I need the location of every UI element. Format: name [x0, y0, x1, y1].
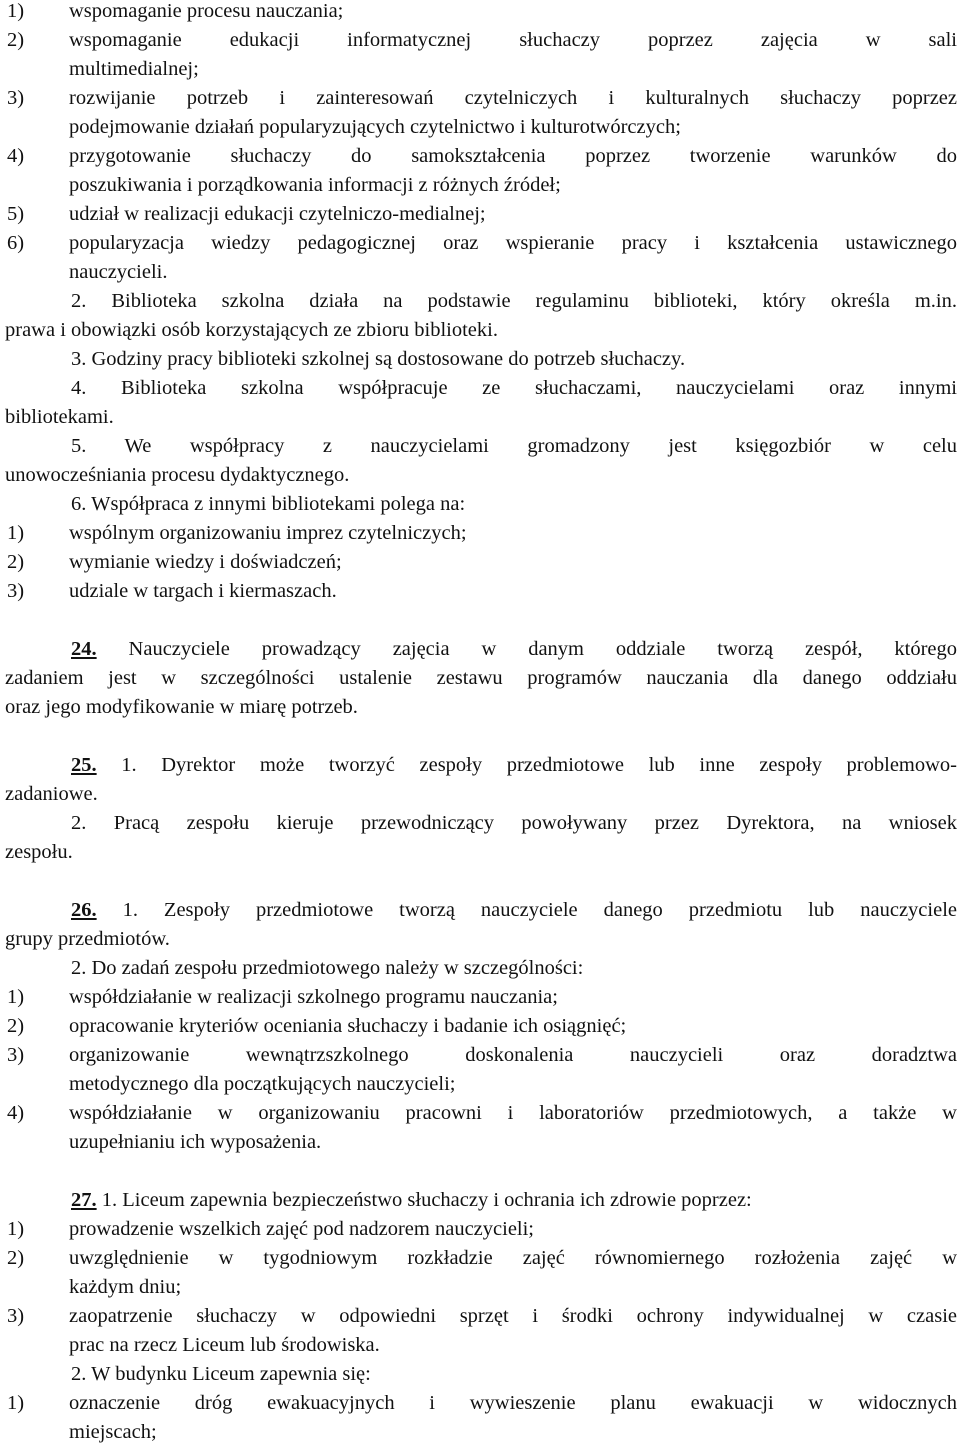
section-text: 1. Zespoły przedmiotowe tworzą nauczyciele danego przedmiotu lub nauczyciele	[122, 899, 957, 921]
section-number: 26.	[71, 899, 97, 921]
list-number: 1)	[7, 986, 25, 1008]
list-item	[0, 1099, 960, 1128]
list-number: 1)	[7, 1218, 25, 1240]
text-line	[0, 374, 960, 403]
section-26	[0, 896, 960, 925]
text-line	[0, 403, 960, 432]
section-text: 1. Liceum zapewnia bezpieczeństwo słuchaczy i ochrania ich zdrowie poprzez:	[101, 1189, 752, 1211]
list-text-continuation: uzupełnianiu ich wyposażenia.	[69, 1131, 322, 1153]
list-number: 3)	[7, 87, 25, 109]
text-line	[0, 1418, 960, 1447]
list-text: współdziałanie w realizacji szkolnego programu nauczania;	[69, 986, 558, 1008]
list-item	[0, 26, 960, 55]
spacer	[0, 1157, 960, 1186]
text-line	[0, 258, 960, 287]
list-number: 1)	[7, 522, 25, 544]
list-item	[0, 1302, 960, 1331]
list-number: 4)	[7, 1102, 25, 1124]
text-line	[0, 838, 960, 867]
list-item	[0, 983, 960, 1012]
section-number: 27.	[71, 1189, 97, 1211]
paragraph-start: 2. W budynku Liceum zapewnia się:	[71, 1363, 371, 1385]
text-line	[0, 693, 960, 722]
list-text-continuation: każdym dniu;	[69, 1276, 182, 1298]
list-text: przygotowanie słuchaczy do samokształcenia poprzez tworzenie warunków do	[69, 145, 957, 167]
text-line	[0, 432, 960, 461]
paragraph-continuation: prawa i obowiązki osób korzystających ze zbioru biblioteki.	[5, 319, 498, 341]
list-text-continuation: podejmowanie działań popularyzujących czytelnictwo i kulturotwórczych;	[69, 116, 681, 138]
paragraph-start: 2. Biblioteka szkolna działa na podstawie regulaminu biblioteki, który określa m.in.	[71, 290, 957, 312]
paragraph-start: 2. Pracą zespołu kieruje przewodniczący powoływany przez Dyrektora, na wniosek	[71, 812, 957, 834]
list-number: 2)	[7, 1015, 25, 1037]
text-line	[0, 1070, 960, 1099]
paragraph-continuation: bibliotekami.	[5, 406, 114, 428]
section-24	[0, 635, 960, 664]
text-line	[0, 171, 960, 200]
list-number: 3)	[7, 1305, 25, 1327]
text-line	[0, 664, 960, 693]
section-number: 25.	[71, 754, 97, 776]
list-text: organizowanie wewnątrzszkolnego doskonalenia nauczycieli oraz doradztwa	[69, 1044, 957, 1066]
list-text-continuation: prac na rzecz Liceum lub środowiska.	[69, 1334, 380, 1356]
section-first-line	[71, 896, 957, 925]
list-item	[0, 0, 960, 26]
paragraph-continuation: zadaniowe.	[5, 783, 98, 805]
text-line	[0, 55, 960, 84]
text-line	[0, 954, 960, 983]
list-text-continuation: multimedialnej;	[69, 58, 199, 80]
list-text-continuation: nauczycieli.	[69, 261, 168, 283]
section-text: Nauczyciele prowadzący zajęcia w danym oddziale tworzą zespół, którego	[128, 638, 957, 660]
text-line	[0, 316, 960, 345]
paragraph-continuation: oraz jego modyfikowanie w miarę potrzeb.	[5, 696, 358, 718]
list-item	[0, 1041, 960, 1070]
list-text: oznaczenie dróg ewakuacyjnych i wywieszenie planu ewakuacji w widocznych	[69, 1392, 957, 1414]
list-text: prowadzenie wszelkich zajęć pod nadzorem nauczycieli;	[69, 1218, 535, 1240]
text-line	[0, 925, 960, 954]
paragraph-continuation: grupy przedmiotów.	[5, 928, 170, 950]
list-number: 2)	[7, 1247, 25, 1269]
list-item	[0, 548, 960, 577]
section-first-line	[71, 751, 957, 780]
list-number: 3)	[7, 580, 25, 602]
spacer	[0, 722, 960, 751]
list-number: 3)	[7, 1044, 25, 1066]
list-text: popularyzacja wiedzy pedagogicznej oraz wspieranie pracy i kształcenia ustawicznego	[69, 232, 957, 254]
text-line	[0, 461, 960, 490]
paragraph-start: 5. We współpracy z nauczycielami gromadzony jest księgozbiór w celu	[71, 435, 957, 457]
list-item	[0, 1389, 960, 1418]
list-number: 2)	[7, 29, 25, 51]
section-text: 1. Dyrektor może tworzyć zespoły przedmiotowe lub inne zespoły problemowo-	[121, 754, 957, 776]
list-text: wspomaganie edukacji informatycznej słuchaczy poprzez zajęcia w sali	[69, 29, 957, 51]
list-text: udziale w targach i kiermaszach.	[69, 580, 337, 602]
list-item	[0, 84, 960, 113]
list-text: uwzględnienie w tygodniowym rozkładzie zajęć równomiernego rozłożenia zajęć w	[69, 1247, 957, 1269]
list-item	[0, 519, 960, 548]
list-text: zaopatrzenie słuchaczy w odpowiedni sprzęt i środki ochrony indywidualnej w czasie	[69, 1305, 957, 1327]
list-text: wspólnym organizowaniu imprez czytelniczych;	[69, 522, 467, 544]
list-item	[0, 1012, 960, 1041]
paragraph-start: 2. Do zadań zespołu przedmiotowego należy w szczególności:	[71, 957, 584, 979]
text-line	[0, 1128, 960, 1157]
list-text: opracowanie kryteriów oceniania słuchaczy i badanie ich osiągnięć;	[69, 1015, 627, 1037]
list-text: wymianie wiedzy i doświadczeń;	[69, 551, 342, 573]
list-text: udział w realizacji edukacji czytelniczo-medialnej;	[69, 203, 486, 225]
text-line	[0, 1331, 960, 1360]
list-number: 6)	[7, 232, 25, 254]
text-line	[0, 345, 960, 374]
list-text: wspomaganie procesu nauczania;	[69, 0, 344, 22]
list-number: 2)	[7, 551, 25, 573]
text-line	[0, 1273, 960, 1302]
text-line	[0, 490, 960, 519]
paragraph-start: 3. Godziny pracy biblioteki szkolnej są dostosowane do potrzeb słuchaczy.	[71, 348, 686, 370]
list-text: rozwijanie potrzeb i zainteresowań czytelniczych i kulturalnych słuchaczy poprzez	[69, 87, 957, 109]
section-first-line	[71, 635, 957, 664]
text-line	[0, 113, 960, 142]
section-number: 24.	[71, 638, 97, 660]
text-line	[0, 780, 960, 809]
section-27	[0, 1186, 960, 1215]
list-item	[0, 1215, 960, 1244]
text-line	[0, 809, 960, 838]
spacer	[0, 867, 960, 896]
list-item	[0, 577, 960, 606]
text-line	[0, 287, 960, 316]
paragraph-continuation: unowocześniania procesu dydaktycznego.	[5, 464, 350, 486]
list-number: 1)	[7, 0, 25, 22]
paragraph-start: 6. Współpraca z innymi bibliotekami polega na:	[71, 493, 466, 515]
spacer	[0, 606, 960, 635]
list-item	[0, 1244, 960, 1273]
list-text-continuation: poszukiwania i porządkowania informacji z różnych źródeł;	[69, 174, 561, 196]
list-number: 1)	[7, 1392, 25, 1414]
paragraph-continuation: zespołu.	[5, 841, 73, 863]
list-number: 5)	[7, 203, 25, 225]
section-first-line	[71, 1186, 957, 1215]
section-25	[0, 751, 960, 780]
list-item	[0, 200, 960, 229]
list-item	[0, 142, 960, 171]
list-number: 4)	[7, 145, 25, 167]
list-text-continuation: metodycznego dla początkujących nauczycieli;	[69, 1073, 456, 1095]
list-text-continuation: miejscach;	[69, 1421, 157, 1443]
text-line	[0, 1360, 960, 1389]
paragraph-continuation: zadaniem jest w szczególności ustalenie zestawu programów nauczania dla danego oddziału	[5, 667, 957, 689]
list-text: współdziałanie w organizowaniu pracowni i laboratoriów przedmiotowych, a także w	[69, 1102, 957, 1124]
list-item	[0, 229, 960, 258]
paragraph-start: 4. Biblioteka szkolna współpracuje ze słuchaczami, nauczycielami oraz innymi	[71, 377, 957, 399]
